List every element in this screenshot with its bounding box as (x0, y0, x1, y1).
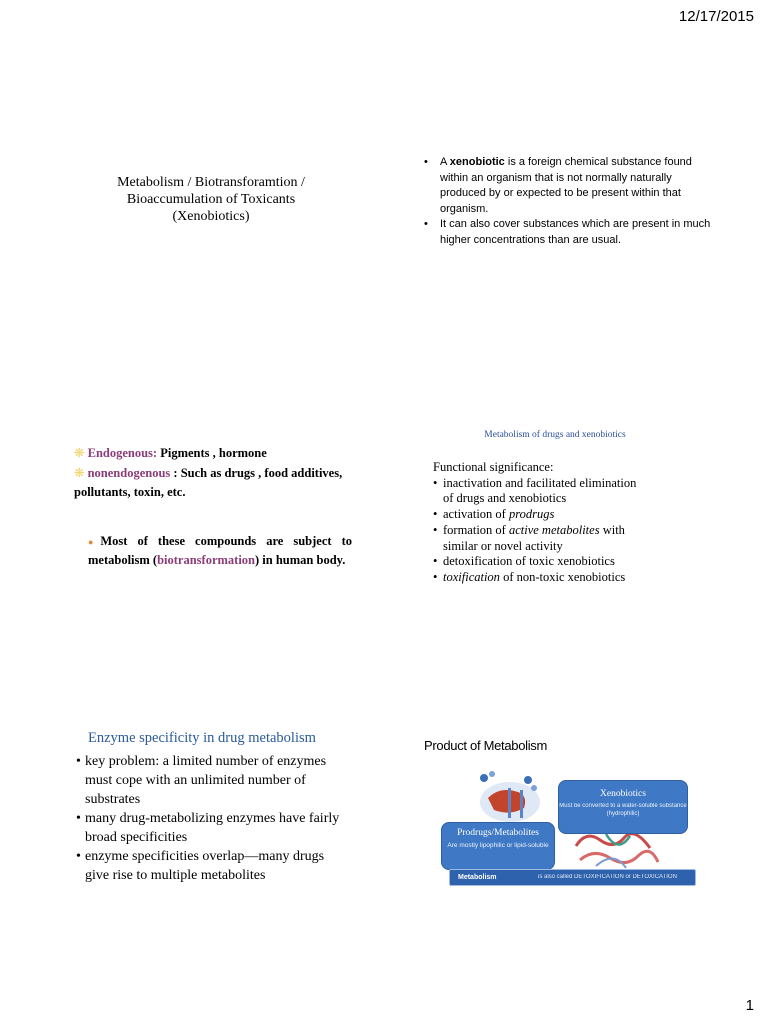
slide4-title: Metabolism of drugs and xenobiotics (484, 430, 626, 440)
endogenous-text: Pigments , hormone (157, 446, 267, 460)
biotransformation-paragraph (88, 532, 352, 569)
slide2-bullet (420, 217, 720, 248)
toxification-term: toxification (443, 569, 500, 584)
metabolism-bar (449, 869, 696, 886)
slide4-bullet (433, 570, 693, 586)
bullet-dot: • (76, 754, 81, 769)
slide1-title-line: Metabolism / Biotransforamtion / (117, 175, 305, 190)
slide2-bullet (420, 155, 720, 217)
slide4-b3-post: with (599, 522, 625, 537)
slide4-b5-post: of non-toxic xenobiotics (499, 569, 626, 584)
metabolism-bar-text: is also called DETOXIFICATION or DETOXICATION (538, 874, 677, 880)
slide5-bullet (76, 847, 346, 885)
endogenous-line (74, 445, 267, 461)
bullet-dot: • (76, 849, 81, 864)
slide4-bullet (433, 523, 693, 539)
slide1-title-line: Bioaccumulation of Toxicants (126, 192, 296, 207)
prodrugs-term: prodrugs (508, 507, 555, 522)
slide4-b1-cont: of drugs and xenobiotics (443, 491, 567, 506)
header-date: 12/17/2015 (678, 8, 754, 25)
active-metabolites-term: active metabolites (508, 522, 600, 537)
slide4-intro: Functional significance: (433, 460, 554, 474)
metabolism-bar-label: Metabolism (458, 874, 497, 881)
para-post: ) in human body. (255, 553, 346, 567)
bullet-dot: • (433, 475, 438, 490)
slide2-b1-rest: is a foreign chemical substance found within an organism that is not normally naturally produced by or expected to be present within that organism. (440, 156, 692, 215)
slide5-item: key problem: a limited number of enzymes must cope with an unlimited number of substrates (85, 754, 327, 807)
slide2-bullets (420, 155, 720, 249)
bullet-dot: • (433, 554, 438, 569)
flower-bullet-icon: ❋ (74, 446, 85, 460)
bullet-dot: • (433, 569, 438, 584)
slide5-title: Enzyme specificity in drug metabolism (88, 730, 316, 746)
slide4-b1: inactivation and facilitated elimination (443, 475, 637, 490)
slide4-b2-pre: activation of (443, 507, 509, 522)
bullet-dot: • (76, 811, 81, 826)
slide5-item: many drug-metabolizing enzymes have fairly broad specificities (85, 811, 340, 845)
slide5-bullet (76, 752, 346, 809)
slide1-title (96, 174, 326, 225)
nonendogenous-label: nonendogenous (87, 466, 171, 480)
prodrugs-box-subtitle: Are mostly lipophilic or lipid-soluble (447, 842, 549, 849)
xenobiotics-box (558, 780, 688, 834)
slide1-title-line: (Xenobiotics) (172, 209, 250, 224)
slide6-title: Product of Metabolism (424, 738, 548, 753)
bullet-dot: • (433, 522, 438, 537)
slide4-body (433, 460, 693, 586)
slide2-b1-pre: A (440, 156, 450, 168)
nonendogenous-text: : Such as drugs , food additives, pollutants, toxin, etc. (74, 466, 343, 499)
biotransformation-term: biotransformation (157, 553, 256, 567)
slide5-item: enzyme specificities overlap—many drugs give rise to multiple metabolites (85, 849, 325, 883)
liver-molecule-icon (470, 768, 550, 826)
slide4-b3-cont: similar or novel activity (443, 538, 563, 553)
flower-bullet-icon: ❋ (74, 466, 85, 480)
para-pre: Most of these compounds are subject to metabolism ( (88, 534, 353, 567)
prodrugs-box-title: Prodrugs/Metabolites (457, 828, 539, 838)
page-number: 1 (745, 997, 754, 1014)
bullet-dot: • (424, 218, 428, 231)
slide4-bullet (433, 476, 693, 492)
bullet-dot: • (424, 156, 428, 168)
slide2-b2: It can also cover substances which are present in much higher concentrations than are usual. (440, 218, 711, 246)
xenobiotic-term: xenobiotic (449, 156, 505, 168)
orange-bullet-icon: ● (88, 537, 101, 547)
slide4-bullet (433, 554, 693, 570)
nonendogenous-line (74, 464, 364, 502)
slide5-bullets (76, 752, 346, 885)
endogenous-label: Endogenous: (87, 446, 158, 460)
xenobiotics-box-subtitle: Must be converted to a water-soluble substance (hydrophilic) (559, 803, 687, 817)
slide5-bullet (76, 809, 346, 847)
prodrugs-box (441, 822, 555, 870)
xenobiotics-box-title: Xenobiotics (600, 789, 646, 799)
slide4-bullet (433, 507, 693, 523)
slide4-b4: detoxification of toxic xenobiotics (443, 554, 615, 569)
bullet-dot: • (433, 507, 438, 522)
slide4-b3-pre: formation of (443, 522, 509, 537)
